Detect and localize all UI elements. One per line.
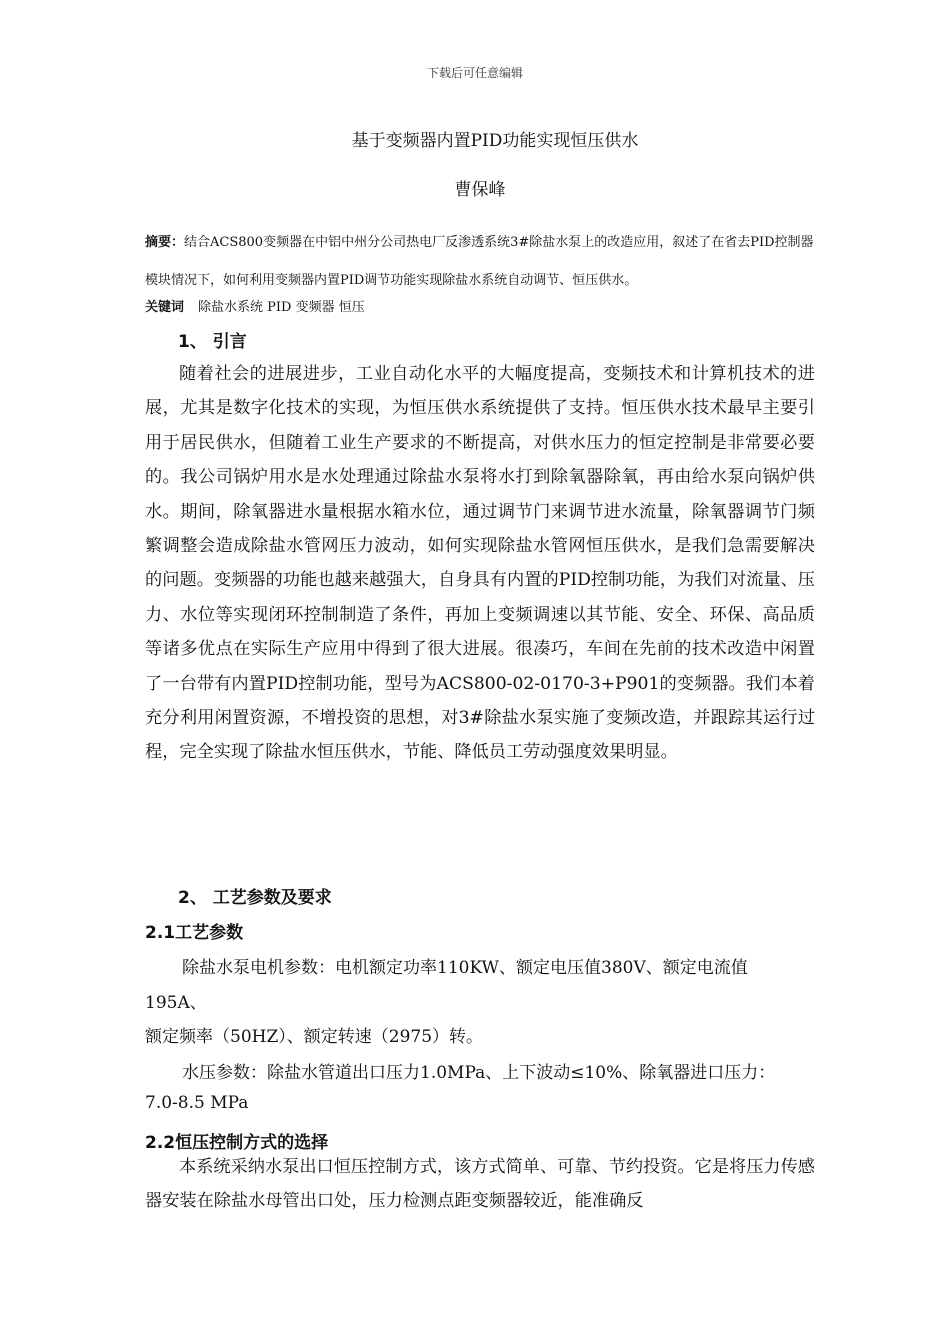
pressure-params-line-1: 水压参数：除盐水管道出口压力1.0MPa、上下波动≤10%、除氧器进口压力： — [182, 1063, 776, 1083]
section-2-2-paragraph: 本系统采纳水泵出口恒压控制方式，该方式简单、可靠、节约投资。它是将压力传感器安装在除盐水母管出口处，压力检测点距变频器较近，能准确反 — [145, 1157, 815, 1212]
section-2-2-heading: 2.2恒压控制方式的选择 — [145, 1133, 329, 1153]
document-title: 基于变频器内置PID功能实现恒压供水 — [351, 131, 639, 151]
motor-params-line-3: 额定频率（50HZ）、额定转速（2975）转。 — [145, 1027, 484, 1047]
document-author: 曹保峰 — [454, 180, 506, 200]
header-note: 下载后可任意编辑 — [426, 66, 523, 80]
pressure-params-line-2: 7.0-8.5 MPa — [145, 1093, 249, 1113]
motor-params-line-1: 除盐水泵电机参数：电机额定功率110KW、额定电压值380V、额定电流值 — [182, 958, 748, 978]
keywords-label: 关键词 — [145, 300, 185, 315]
abstract — [145, 224, 825, 300]
keywords-text: 除盐水系统 PID 变频器 恒压 — [198, 300, 365, 315]
section-1-paragraph: 随着社会的进展进步，工业自动化水平的大幅度提高，变频技术和计算机技术的进展，尤其是数字化技术的实现，为恒压供水系统提供了支持。恒压供水技术最早主要引用于居民供水，但随着工业生产要求的不断提高，对供水压力的恒定控制是非常要必要的。我公司锅炉用水是水处理通过除盐水泵将水打到除氧器除氧，再由给水泵向锅炉供水。期间，除氧器进水量根据水箱水位，通过调节门来调节进水流量，除氧器调节门频繁调整会造成除盐水管网压力波动，如何实现除盐水管网恒压供水，是我们急需要解决的问题。变频器的功能也越来越强大，自身具有内置的PID控制功能，为我们对流量、压力、水位等实现闭环控制制造了条件，再加上变频调速以其节能、安全、环保、高品质等诸多优点在实际生产应用中得到了很大进展。很凑巧，车间在先前的技术改造中闲置了一台带有内置PID控制功能，型号为ACS800-02-0170-3+P901的变频器。我们本着充分利用闲置资源，不增投资的思想，对3#除盐水泵实施了变频改造，并跟踪其运行过程，完全实现了除盐水恒压供水，节能、降低员工劳动强度效果明显。 — [145, 364, 815, 763]
section-2-1-heading: 2.1工艺参数 — [145, 923, 244, 943]
motor-params-line-2: 195A、 — [145, 993, 207, 1013]
section-2-heading: 2、 工艺参数及要求 — [178, 888, 332, 908]
keywords — [145, 296, 825, 315]
abstract-text: 结合ACS800变频器在中铝中州分公司热电厂反渗透系统3#除盐水泵上的改造应用，叙述了在省去PID控制器模块情况下，如何利用变频器内置PID调节功能实现除盐水系统自动调节、恒压供水。 — [145, 235, 814, 288]
abstract-label: 摘要： — [145, 235, 185, 250]
section-1-heading: 1、 引言 — [178, 332, 247, 352]
